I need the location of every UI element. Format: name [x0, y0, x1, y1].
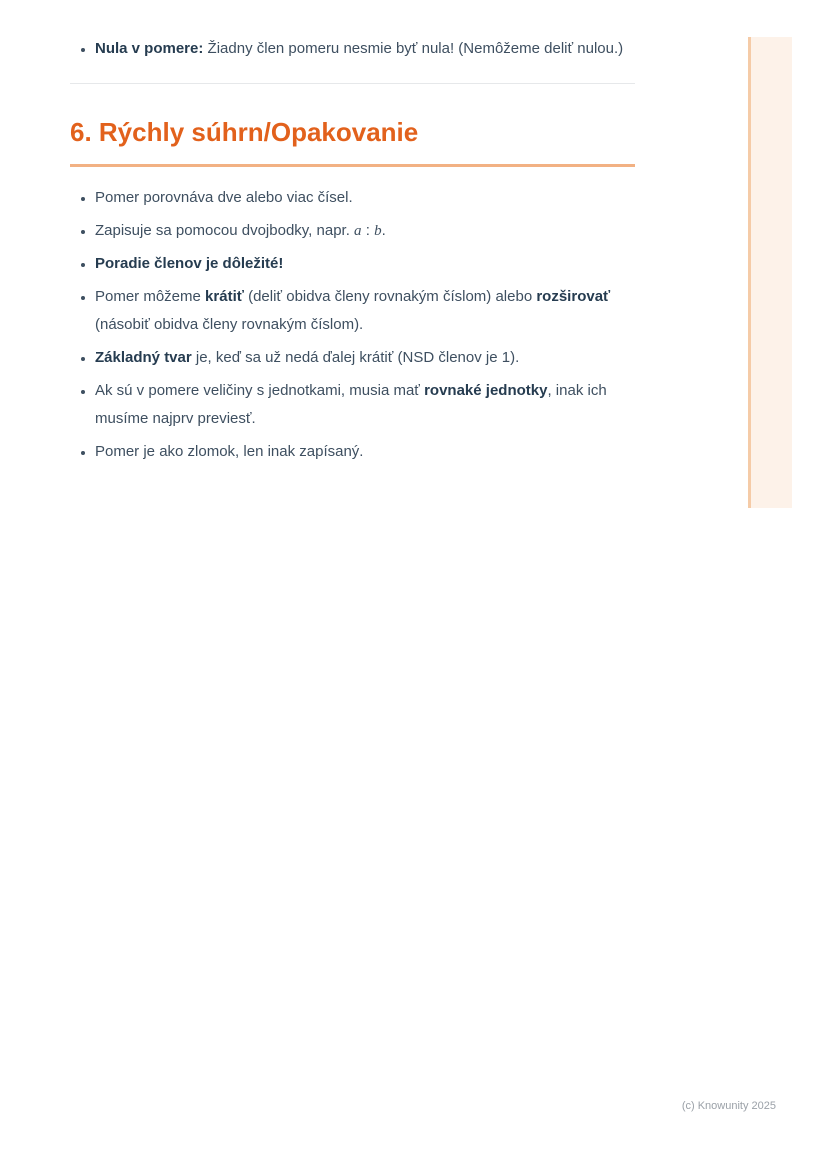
text-segment: Ak sú v pomere veličiny s jednotkami, musia mať [95, 382, 425, 399]
list-item [95, 438, 635, 466]
text-segment: je, keď sa už nedá ďalej krátiť (NSD členov je 1). [191, 349, 520, 366]
intro-list [70, 35, 635, 63]
text-segment: (násobiť obidva členy rovnakým číslom). [95, 316, 364, 333]
list-item [95, 283, 635, 339]
text-segment: rozširovať [536, 288, 611, 305]
section-title: 6. Rýchly súhrn/Opakovanie [70, 117, 419, 147]
content-column [70, 0, 635, 471]
section-divider [70, 83, 635, 84]
text-segment: rovnaké jednotky [424, 382, 548, 399]
text-segment: Nula v pomere: [95, 40, 204, 57]
text-segment: . [381, 222, 386, 239]
list-item [95, 250, 635, 278]
text-segment: (deliť obidva členy rovnakým číslom) alebo [243, 288, 537, 305]
text-segment: : [361, 222, 375, 239]
list-item [95, 344, 635, 372]
list-item [95, 377, 635, 433]
list-item [95, 35, 635, 63]
text-segment: Poradie členov je dôležité! [95, 255, 284, 272]
text-segment: , inak ich musíme najprv previesť. [95, 382, 607, 427]
text-segment: Žiadny člen pomeru nesmie byť nula! (Nemôžeme deliť nulou.) [203, 40, 624, 57]
text-segment: b [374, 223, 382, 239]
text-segment: a [354, 223, 362, 239]
section-title-underline [70, 164, 635, 167]
summary-list [70, 184, 635, 466]
text-segment: Pomer je ako zlomok, len inak zapísaný. [95, 443, 364, 460]
list-item [95, 217, 635, 245]
footer-copyright: (c) Knowunity 2025 [681, 1100, 776, 1112]
text-segment: Pomer porovnáva dve alebo viac čísel. [95, 189, 353, 206]
list-item [95, 184, 635, 212]
right-decoration-bar [748, 37, 792, 508]
text-segment: krátiť [205, 288, 244, 305]
text-segment: Zapisuje sa pomocou dvojbodky, napr. [95, 222, 355, 239]
text-segment: Pomer môžeme [95, 288, 206, 305]
text-segment: Základný tvar [95, 349, 192, 366]
